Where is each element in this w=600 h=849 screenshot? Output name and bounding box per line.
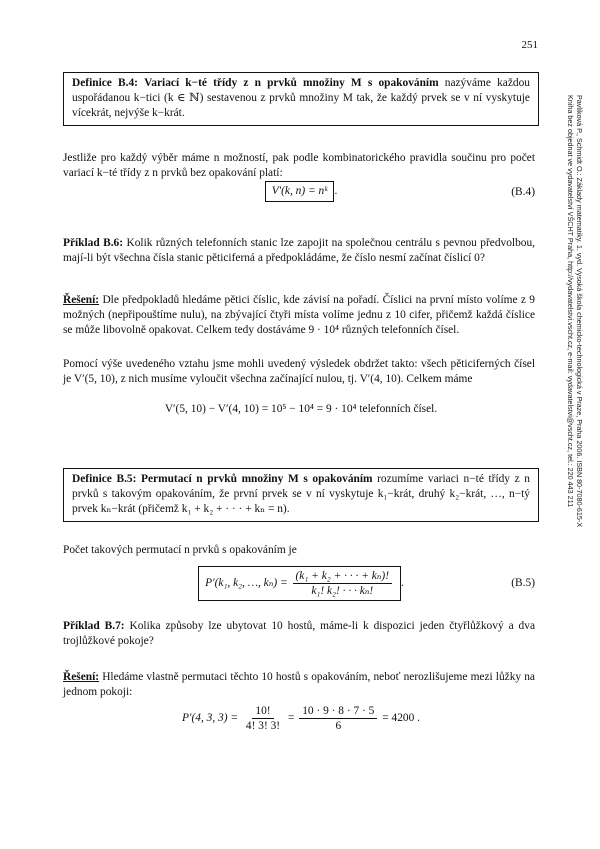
equation-b7-numerator-1: 10! <box>252 704 273 719</box>
equation-b4 <box>63 181 539 202</box>
equation-b5-number: (B.5) <box>511 577 535 589</box>
equation-b4-formula: V′(k, n) = nᵏ <box>265 181 335 202</box>
definition-b5-title: Permutací n prvků množiny M s opakováním <box>141 473 373 485</box>
equation-b5 <box>63 566 539 601</box>
definition-b4-box <box>63 72 539 126</box>
sidebar-line-1: Pavlíková P., Schmidt O.: Základy matematiky. 1. vyd. Vysoká škola chemicko-technologická v Praze, Praha 2006. ISBN 80-7080-615-X <box>575 95 584 528</box>
solution-b6-body: Dle předpokladů hledáme pětici číslic, kde závisí na pořadí. Číslici na první místo volíme z 9 možných (nepřipouštíme nulu), na zbývající čtyři místa volíme jednu z 10 cifer, přičemž každá číslice se může libovolně opakovat. Celkem tedy dostáváme 9 · 10⁴ různých telefonních čísel. <box>63 294 535 336</box>
equation-b7-denominator-2: 6 <box>335 720 342 732</box>
equation-b7 <box>63 704 539 733</box>
definition-b5-label: Definice B.5: <box>72 473 137 485</box>
solution-b6 <box>63 293 535 338</box>
equation-b5-fraction <box>293 569 392 598</box>
copyright-sidebar <box>566 95 584 527</box>
equation-b5-lhs: P′(k₁, k₂, …, kₙ) = <box>205 577 288 590</box>
paragraph-alternative: Pomocí výše uvedeného vztahu jsme mohli uvedený výsledek obdržet takto: všech pěticiferných čísel je V′(5, 10), z nich musíme vyloučit všechna začínající nulou, tj. V′(4, 10). Celkem máme <box>63 358 535 385</box>
example-b7-label: Příklad B.7: <box>63 620 125 632</box>
paragraph-permutations: Počet takových permutací n prvků s opakováním je <box>63 544 297 556</box>
solution-b7 <box>63 670 535 700</box>
equation-b4-number: (B.4) <box>511 186 535 198</box>
equation-b7-numerator-2: 10 · 9 · 8 · 7 · 5 <box>299 704 377 719</box>
equation-b6: V′(5, 10) − V′(4, 10) = 10⁵ − 10⁴ = 9 · 10⁴ telefonních čísel. <box>164 403 438 415</box>
solution-b6-label: Řešení: <box>63 294 100 306</box>
solution-b7-label: Řešení: <box>63 671 100 683</box>
equation-b7-fraction-1 <box>243 704 283 733</box>
example-b7 <box>63 619 535 649</box>
definition-b4-title: Variací k−té třídy z n prvků množiny M s opakováním <box>144 77 439 89</box>
equation-b7-equals: = <box>287 712 295 725</box>
equation-b5-denominator: k₁! k₂! · · · kₙ! <box>311 585 374 597</box>
paragraph-variations: Jestliže pro každý výběr máme n možností, pak podle kombinatorického pravidla součinu pro počet variací k−té třídy z n prvků bez opakování platí: <box>63 152 535 179</box>
definition-b5-body: rozumíme variaci n−té třídy z n prvků s takovým opakováním, že první prvek se v ní vyskytuje k₁−krát, druhý k₂−krát, …, n−tý prvek kₙ−krát (přičemž k₁ + k₂ + · · · + kₙ = n). <box>72 473 530 515</box>
equation-b5-box <box>198 566 401 601</box>
example-b7-body: Kolika způsoby lze ubytovat 10 hostů, máme-li k dispozici jeden čtyřlůžkový a dva trojlůžkové pokoje? <box>63 620 535 647</box>
equation-b7-result: = 4200 . <box>382 712 420 725</box>
equation-b5-suffix: . <box>400 577 404 590</box>
definition-b4-label: Definice B.4: <box>72 77 138 89</box>
solution-b7-body: Hledáme vlastně permutaci těchto 10 hostů s opakováním, neboť nerozlišujeme mezi lůžky na jednom pokoji: <box>63 671 535 698</box>
definition-b5-box <box>63 468 539 522</box>
page-number: 251 <box>521 39 538 51</box>
example-b6-label: Příklad B.6: <box>63 237 124 249</box>
example-b6 <box>63 236 535 266</box>
equation-b5-numerator: (k₁ + k₂ + · · · + kₙ)! <box>293 569 392 584</box>
example-b6-body: Kolik různých telefonních stanic lze zapojit na společnou centrálu s pevnou předvolbou, mají-li být všechna čísla stanic pěticiferná a předpokládáme, že číslo nesmí začínat číslicí 0? <box>63 237 536 264</box>
sidebar-line-2: Kniha bez objednat ve vydavatelství VŠCHT Praha, http://vydavatelstvi.vscht.cz, e-mail: vydavatelstvi@vscht.cz, tel.: 220 443 211 <box>566 95 575 508</box>
equation-b4-suffix: . <box>334 185 338 197</box>
definition-b4-body: nazýváme každou uspořádanou k−tici (k ∈ ℕ) sestavenou z prvků množiny M tak, že každý prvek se v ní vyskytuje vícekrát, nejvýše k−krát. <box>72 77 530 119</box>
equation-b7-denominator-1: 4! 3! 3! <box>245 720 281 732</box>
equation-b7-fraction-2 <box>299 704 377 733</box>
equation-b7-lhs: P′(4, 3, 3) = <box>182 712 239 725</box>
